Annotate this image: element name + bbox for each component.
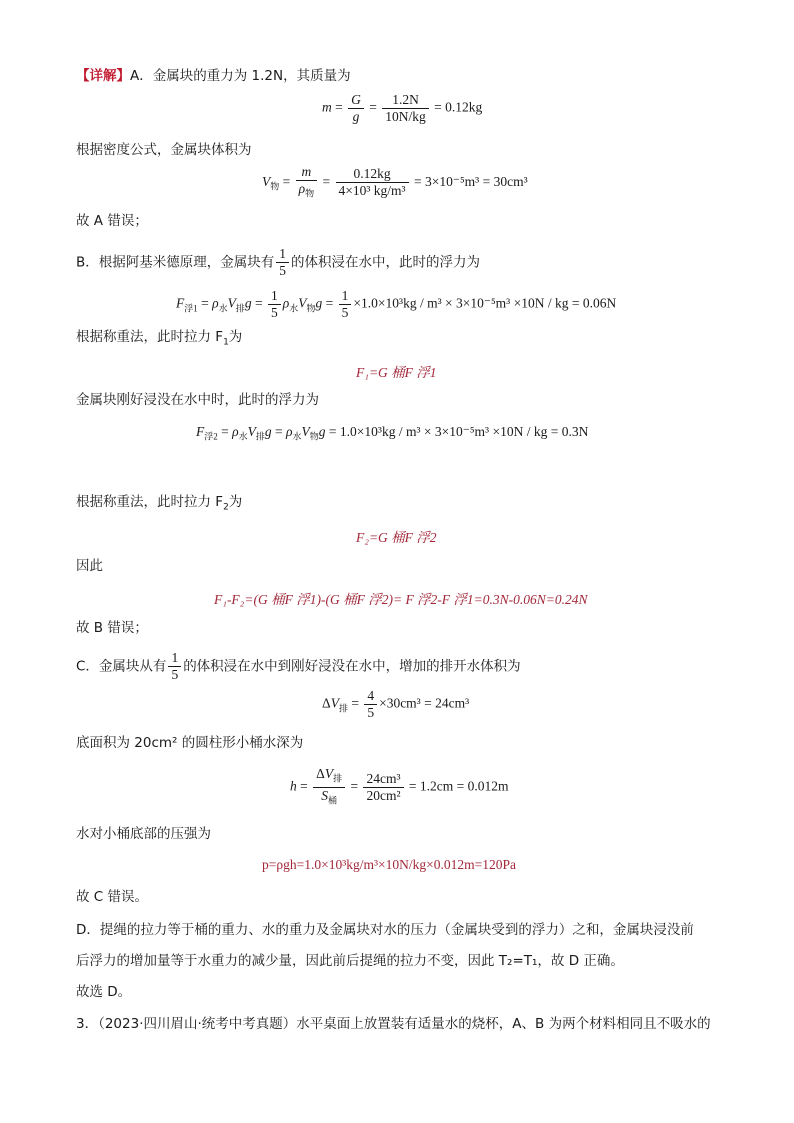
density-line: 根据密度公式，金属块体积为: [76, 142, 252, 158]
part-c-text-2: 的体积浸在水中到刚好浸没在水中，增加的排开水体积为: [183, 658, 521, 675]
question-3-line: 3．（2023·四川眉山·统考中考真题）水平桌面上放置装有适量水的烧杯，A、B 为两个材料相同且不吸水的: [76, 1016, 711, 1032]
base-area-line: 底面积为 20cm² 的圆柱形小桶水深为: [76, 735, 304, 751]
therefore-line: 因此: [76, 558, 103, 574]
difference-equation: F₁-F₂=(G 桶F 浮1)-(G 桶F 浮2)= F 浮2-F 浮1=0.3N-0.06N=0.24N: [214, 592, 588, 607]
mass-equation: m = $\frac{G}{g}$ = $\frac{1.2N}{10N/kg}$ = 0.12kg: [322, 92, 483, 124]
delta-v-tail: ×30cm³ = 24cm³: [379, 695, 470, 711]
mass-den: 10N/kg: [385, 109, 426, 124]
b-wrong-line: 故 B 错误；: [76, 620, 148, 636]
c-wrong-line: 故 C 错误。: [76, 889, 149, 905]
weighing-line-1: 根据称重法，此时拉力 $F_1$为: [76, 329, 243, 348]
part-d-line-2: 后浮力的增加量等于水重力的减少量，因此前后提绳的拉力不变，因此 T₂=T₁，故 D 正确。: [76, 953, 624, 969]
mass-num: 1.2N: [382, 92, 429, 109]
detail-intro-line: [76, 66, 351, 86]
part-b-text-2: 的体积浸在水中，此时的浮力为: [291, 254, 481, 271]
h-den: 20cm²: [366, 787, 401, 803]
depth-equation: h = $\frac{\Delta V_排}{S_桶}$ = $\frac{\text{24cm³}}{\text{20cm²}}$ = 1.2cm = 0.012m: [290, 766, 509, 806]
f1-equation: F₁=G 桶F 浮1: [356, 365, 437, 380]
vol-den: 4×10³ kg/m³: [338, 183, 406, 199]
part-a-text: A．金属块的重力为 1.2N，其质量为: [130, 68, 351, 84]
weighing-2-tail: 为: [228, 494, 243, 510]
part-d-line-1: D．提绳的拉力等于桶的重力、水的重力及金属块对水的压力（金属块受到的浮力）之和，金属块浸没前: [76, 922, 694, 938]
weighing-1-tail: 为: [228, 329, 243, 345]
f2-equation: F₂=G 桶F 浮2: [356, 530, 437, 545]
h-num: 24cm³: [363, 771, 403, 788]
h-result: = 1.2cm = 0.012m: [408, 778, 509, 794]
weighing-2-text: 根据称重法，此时拉力 F: [76, 494, 224, 510]
pressure-line: 水对小桶底部的压强为: [76, 826, 211, 842]
volume-equation: $V_物$ = $\frac{m}{\rho_物}$ = $\frac{0.12kg}{\text{4×10³ kg/m³}}$ = 3×10⁻⁵m³ = 30cm³: [262, 164, 528, 199]
buoyancy-1-equation: $F_{浮1} = \rho_水V_排g$ = $\frac{1}{5}$ $\rho_水V_物g$ = $\frac{1}{5}$ ×1.0×10³kg / m³ × 3×10⁻⁵m³ ×10N / kg = 0.06N: [176, 288, 617, 320]
vol-result: = 3×10⁻⁵m³ = 30cm³: [413, 173, 528, 189]
immersed-line: 金属块刚好浸没在水中时，此时的浮力为: [76, 392, 319, 408]
mass-result: = 0.12kg: [434, 99, 483, 115]
weighing-1-text: 根据称重法，此时拉力 F: [76, 329, 224, 345]
part-c-text-1: C．金属块从有: [76, 658, 167, 675]
vol-num: 0.12kg: [336, 166, 409, 183]
weighing-line-2: 根据称重法，此时拉力 $F_2$为: [76, 494, 243, 513]
pressure-equation: p=ρgh=1.0×10³kg/m³×10N/kg×0.012m=120Pa: [262, 857, 517, 872]
buoy1-tail: ×1.0×10³kg / m³ × 3×10⁻⁵m³ ×10N / kg = 0.06N: [353, 295, 617, 311]
part-c-line: C．金属块从有 $\frac{1}{5}$ 的体积浸在水中到刚好浸没在水中，增加的排开水体积为: [76, 650, 521, 682]
detail-tag: 【详解】: [76, 68, 130, 84]
buoy2-tail: = 1.0×10³kg / m³ × 3×10⁻⁵m³ ×10N / kg = 0.3N: [328, 424, 589, 439]
answer-line: 故选 D。: [76, 984, 132, 1000]
part-b-line: B．根据阿基米德原理，金属块有 $\frac{1}{5}$ 的体积浸在水中，此时的浮力为: [76, 246, 481, 278]
part-b-text-1: B．根据阿基米德原理，金属块有: [76, 254, 275, 271]
a-wrong-line: 故 A 错误；: [76, 213, 148, 229]
delta-v-equation: $\Delta V_排$ = $\frac{4}{5}$ ×30cm³ = 24cm³: [322, 688, 470, 720]
buoyancy-2-equation: $F_{浮2} = \rho_水V_排g = \rho_水V_物g = 1.0\times 10^3kg / m^3 \times 3\times 10^{-5}m^3 \times 10N$ / kg = 0.3N: [196, 424, 589, 442]
